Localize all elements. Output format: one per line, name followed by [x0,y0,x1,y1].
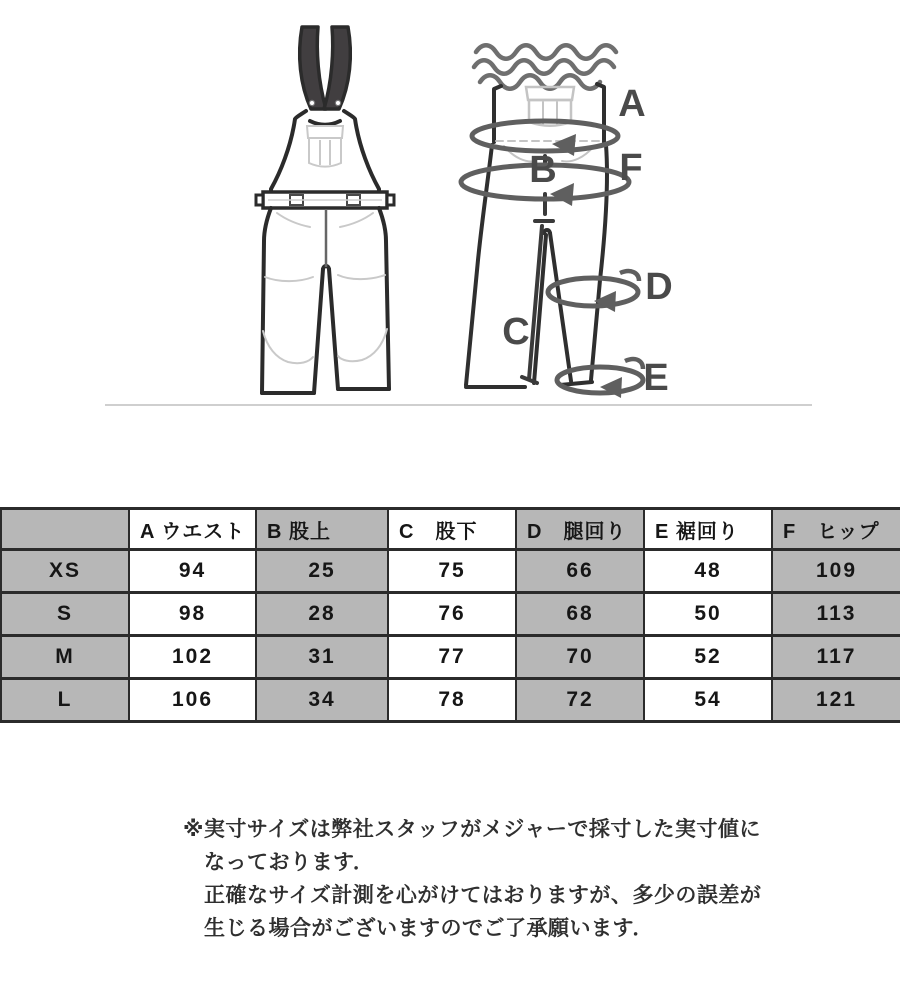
value-cell: 77 [388,636,516,679]
header-rise: B 股上 [256,509,388,550]
garment-front-illustration [250,15,415,405]
size-cell: XS [1,550,129,593]
table-row [1,636,900,679]
value-cell: 109 [772,550,900,593]
note-line: なっております． [204,851,375,874]
header-thigh: D 腿回り [516,509,644,550]
size-table [0,507,900,723]
measurement-diagram [450,30,690,405]
note-line: 生じる場合がございますのでご了承願います． [204,917,654,940]
value-cell: 72 [516,679,644,722]
value-cell: 75 [388,550,516,593]
header-inseam: C 股下 [388,509,516,550]
value-cell: 113 [772,593,900,636]
value-cell: 76 [388,593,516,636]
size-cell: M [1,636,129,679]
measure-label-b: B [529,149,557,191]
value-cell: 94 [129,550,256,593]
value-cell: 48 [644,550,772,593]
value-cell: 34 [256,679,388,722]
measure-label-d: D [645,266,673,308]
value-cell: 102 [129,636,256,679]
value-cell: 98 [129,593,256,636]
value-cell: 66 [516,550,644,593]
note-line: ※実寸サイズは弊社スタッフがメジャーで採寸した実寸値に [183,818,761,841]
value-cell: 106 [129,679,256,722]
value-cell: 50 [644,593,772,636]
measure-label-e: E [643,357,669,399]
value-cell: 52 [644,636,772,679]
table-header-row [1,509,900,550]
measure-label-c: C [502,311,530,353]
measure-label-a: A [618,83,646,125]
note-line: 正確なサイズ計測を心がけてはおりますが、多少の誤差が [204,884,762,907]
value-cell: 31 [256,636,388,679]
value-cell: 117 [772,636,900,679]
value-cell: 70 [516,636,644,679]
size-cell: L [1,679,129,722]
table-row [1,550,900,593]
value-cell: 28 [256,593,388,636]
value-cell: 121 [772,679,900,722]
size-cell: S [1,593,129,636]
table-row [1,593,900,636]
value-cell: 68 [516,593,644,636]
header-hip: F ヒップ [772,509,900,550]
figure-area [0,0,900,430]
table-row [1,679,900,722]
value-cell: 25 [256,550,388,593]
header-hem: E 裾回り [644,509,772,550]
measure-label-f: F [619,147,643,189]
measurement-note [183,813,783,945]
header-waist: A ウエスト [129,509,256,550]
header-size [1,509,129,550]
value-cell: 78 [388,679,516,722]
value-cell: 54 [644,679,772,722]
section-divider [105,404,812,406]
